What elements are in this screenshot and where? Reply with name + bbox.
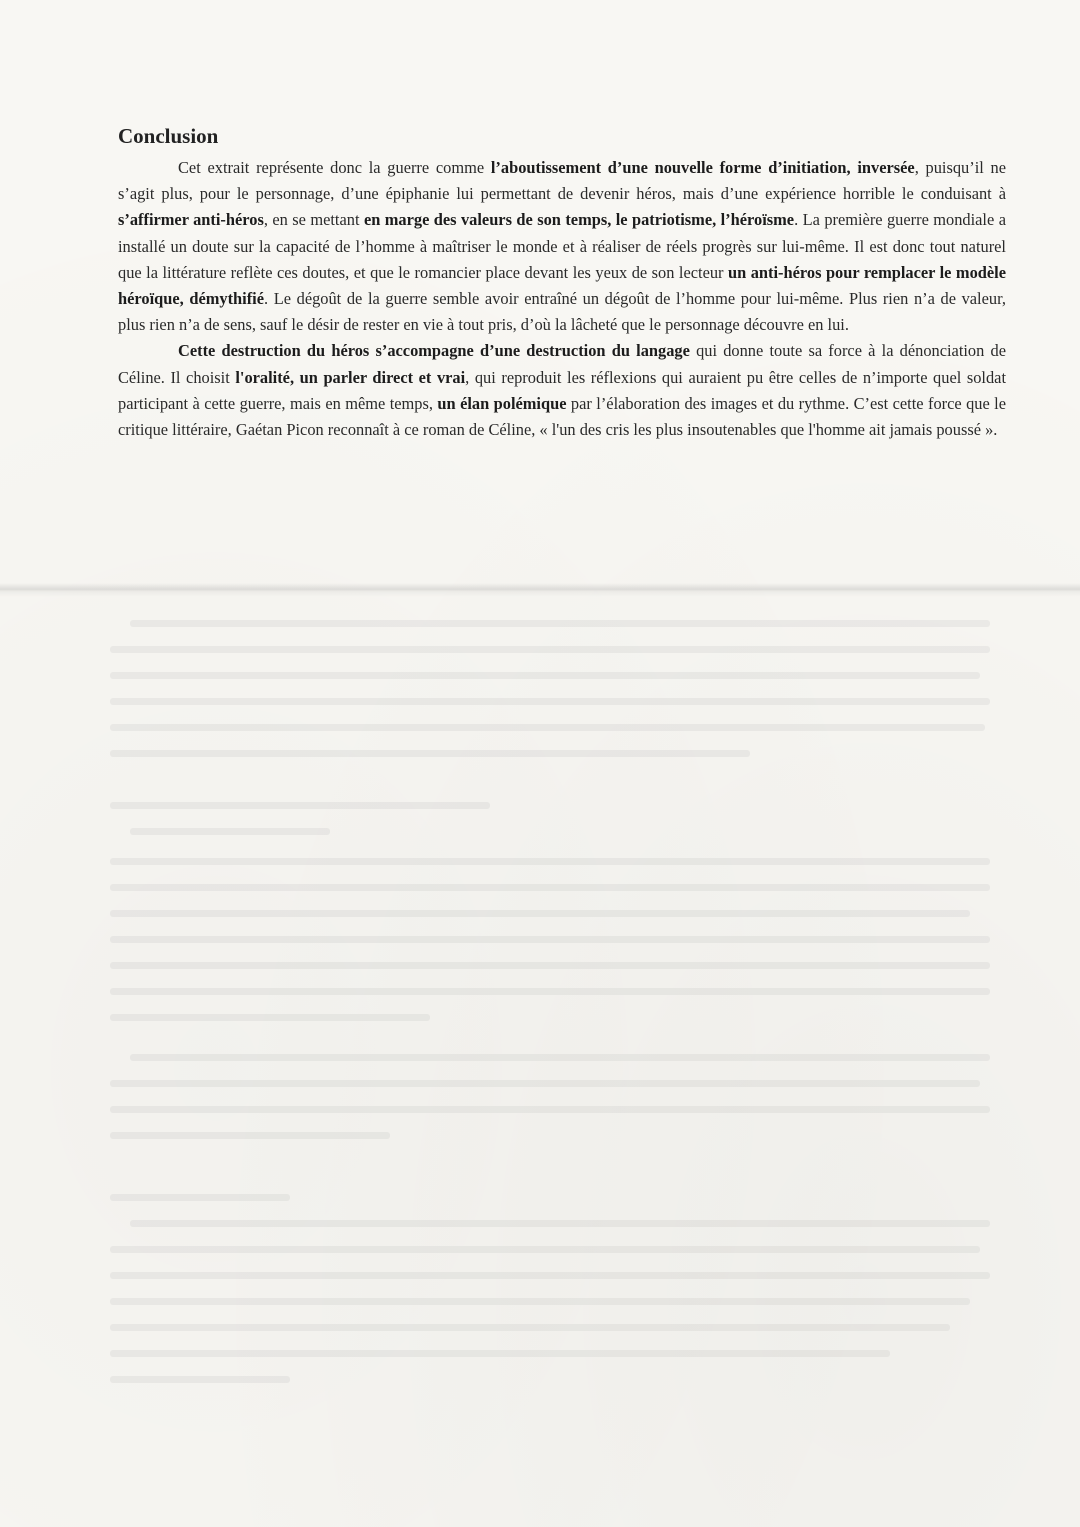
bold-run: en marge des valeurs de son temps, le patriotisme, l’héroïsme [363,210,795,230]
paragraph-1 [118,155,1006,338]
paragraph-2 [118,338,1006,443]
bold-run: un anti-héros pour remplacer le modèle héroïque, démythifié [118,262,1006,309]
text-run: , en se mettant [263,210,364,230]
bold-run: s’affirmer anti-héros [118,210,264,230]
faded-bleed-through-text [110,610,1010,1410]
bold-run: Cette destruction du héros s’accompagne d’une destruction du langage [178,341,690,361]
text-run: , qui reproduit les réflexions qui auraient pu être celles de n’importe quel soldat participant à cette guerre, mais en même temps, [118,367,1006,413]
text-run: qui donne toute sa force à la dénonciation de Céline. Il choisit [118,341,1006,387]
section-heading: Conclusion [118,124,219,148]
bold-run: l’aboutissement d’une nouvelle forme d’initiation, inversée [490,158,915,177]
bold-run: l'oralité, un parler direct et vrai [235,367,466,387]
text-run: Cet extrait représente donc la guerre comme [178,158,491,177]
text-run: . Le dégoût de la guerre semble avoir entraîné un dégoût de l’homme pour lui-même. Plus rien n’a de valeur, plus rien n’a de sens, sauf le désir de rester en vie à tout pris, d’où la lâcheté que le personnage découvre en lui. [118,289,1006,335]
bold-run: un élan polémique [437,393,567,413]
text-run: . La première guerre mondiale a installé un doute sur la capacité de l’homme à maîtriser le monde et à réaliser de réels progrès sur lui-même. Il est donc tout naturel que la littérature reflète ces doutes, et que le romancier place devant les yeux de son lecteur [118,210,1006,282]
conclusion-section [118,124,1006,443]
text-run: par l’élaboration des images et du rythme. C’est cette force que le critique littéraire, Gaétan Picon reconnaît à ce roman de Céline, « l'un des cris les plus insoutenables que l'homme ait jamais poussé ». [118,393,1007,440]
text-run: , puisqu’il ne s’agit plus, pour le personnage, d’une épiphanie lui permettant de devenir héros, mais d’une expérience horrible le conduisant à [118,158,1007,204]
paper-fold-line [0,583,1080,597]
